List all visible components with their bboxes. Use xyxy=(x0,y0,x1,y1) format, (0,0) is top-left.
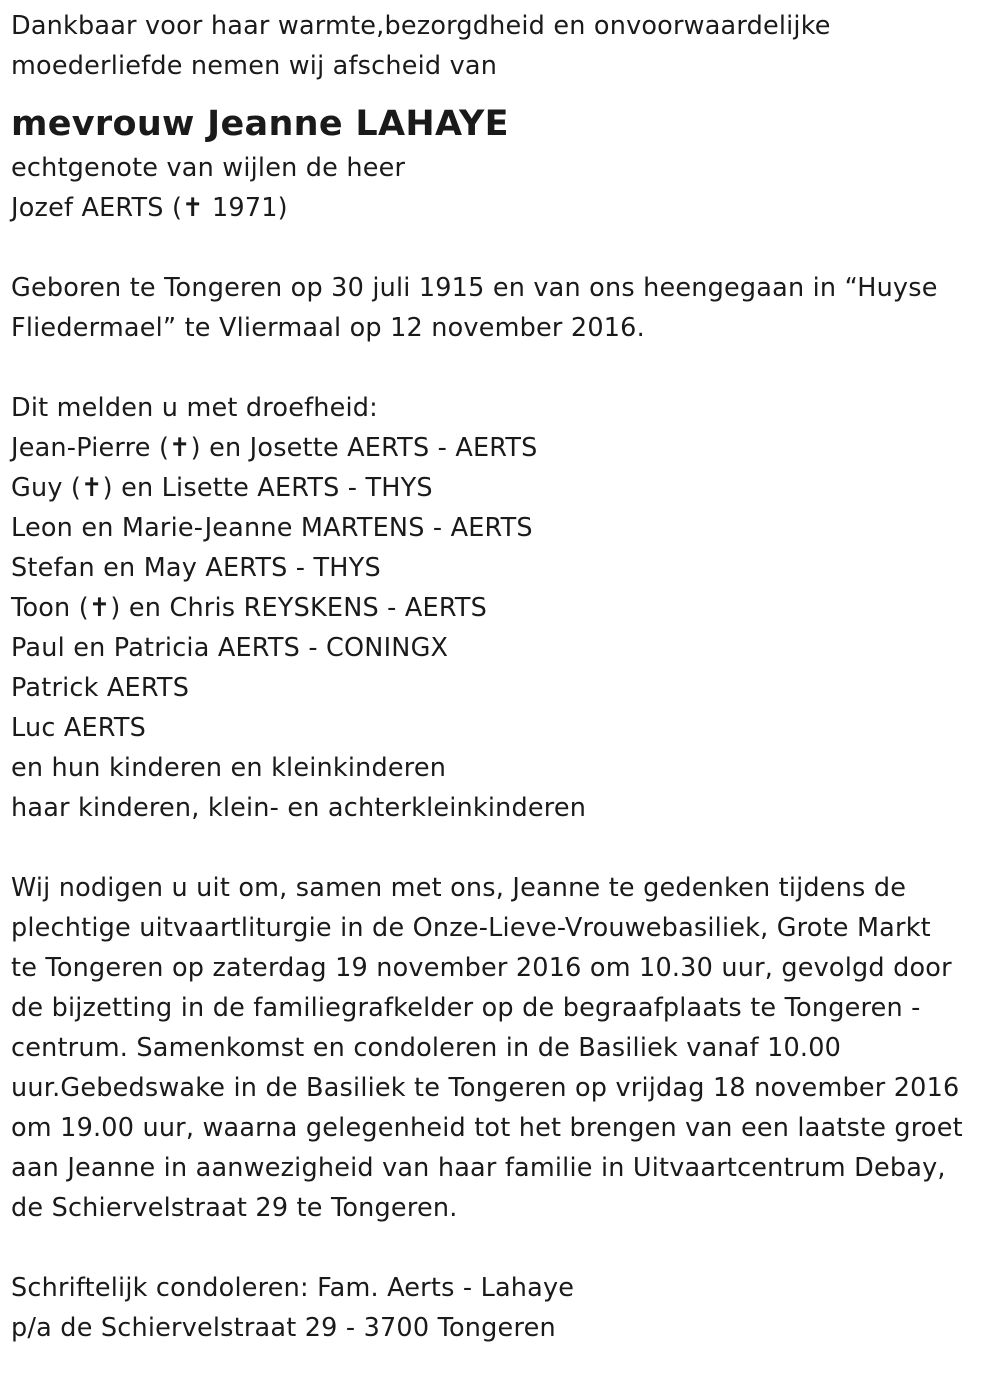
invitation-line: te Tongeren op zaterdag 19 november 2016 om 10.30 uur, gevolgd door xyxy=(11,953,952,983)
spouse-line: Jozef AERTS (✝ 1971) xyxy=(11,193,288,223)
family-line: Patrick AERTS xyxy=(11,673,190,703)
spacer xyxy=(11,228,996,268)
spacer xyxy=(11,348,996,388)
spouse-info xyxy=(11,148,996,228)
condolence-info xyxy=(11,1268,996,1348)
invitation-line: de bijzetting in de familiegrafkelder op de begraafplaats te Tongeren - xyxy=(11,993,921,1023)
family-line: Paul en Patricia AERTS - CONINGX xyxy=(11,633,449,663)
family-line: Guy (✝) en Lisette AERTS - THYS xyxy=(11,473,433,503)
family-line: haar kinderen, klein- en achterkleinkinderen xyxy=(11,793,587,823)
family-section xyxy=(11,388,996,828)
invitation-line: plechtige uitvaartliturgie in de Onze-Lieve-Vrouwebasiliek, Grote Markt xyxy=(11,913,931,943)
birth-death-line: Fliedermael” te Vliermaal op 12 november 2016. xyxy=(11,313,645,343)
spacer xyxy=(11,828,996,868)
birth-death-paragraph xyxy=(11,268,996,348)
invitation-line: Wij nodigen u uit om, samen met ons, Jeanne te gedenken tijdens de xyxy=(11,873,907,903)
invitation-line: uur.Gebedswake in de Basiliek te Tongeren op vrijdag 18 november 2016 xyxy=(11,1073,960,1103)
invitation-line: om 19.00 uur, waarna gelegenheid tot het brengen van een laatste groet xyxy=(11,1113,963,1143)
invitation-paragraph xyxy=(11,868,996,1228)
deceased-name: mevrouw Jeanne LAHAYE xyxy=(11,104,509,144)
invitation-line: centrum. Samenkomst en condoleren in de Basiliek vanaf 10.00 xyxy=(11,1033,842,1063)
family-line: Jean-Pierre (✝) en Josette AERTS - AERTS xyxy=(11,433,538,463)
family-line: Toon (✝) en Chris REYSKENS - AERTS xyxy=(11,593,488,623)
family-line: Leon en Marie-Jeanne MARTENS - AERTS xyxy=(11,513,533,543)
family-line: en hun kinderen en kleinkinderen xyxy=(11,753,447,783)
intro-line: Dankbaar voor haar warmte,bezorgdheid en onvoorwaardelijke xyxy=(11,11,831,41)
invitation-line: aan Jeanne in aanwezigheid van haar familie in Uitvaartcentrum Debay, xyxy=(11,1153,946,1183)
family-line: Luc AERTS xyxy=(11,713,147,743)
announce-heading: Dit melden u met droefheid: xyxy=(11,393,378,423)
family-line: Stefan en May AERTS - THYS xyxy=(11,553,381,583)
spouse-line: echtgenote van wijlen de heer xyxy=(11,153,406,183)
spacer xyxy=(11,1228,996,1268)
condolence-line: Schriftelijk condoleren: Fam. Aerts - Lahaye xyxy=(11,1273,575,1303)
condolence-address: p/a de Schiervelstraat 29 - 3700 Tongeren xyxy=(11,1313,556,1343)
intro-line: moederliefde nemen wij afscheid van xyxy=(11,51,498,81)
intro-paragraph xyxy=(11,6,996,86)
invitation-line: de Schiervelstraat 29 te Tongeren. xyxy=(11,1193,458,1223)
birth-death-line: Geboren te Tongeren op 30 juli 1915 en van ons heengegaan in “Huyse xyxy=(11,273,938,303)
obituary-notice xyxy=(11,6,996,1348)
